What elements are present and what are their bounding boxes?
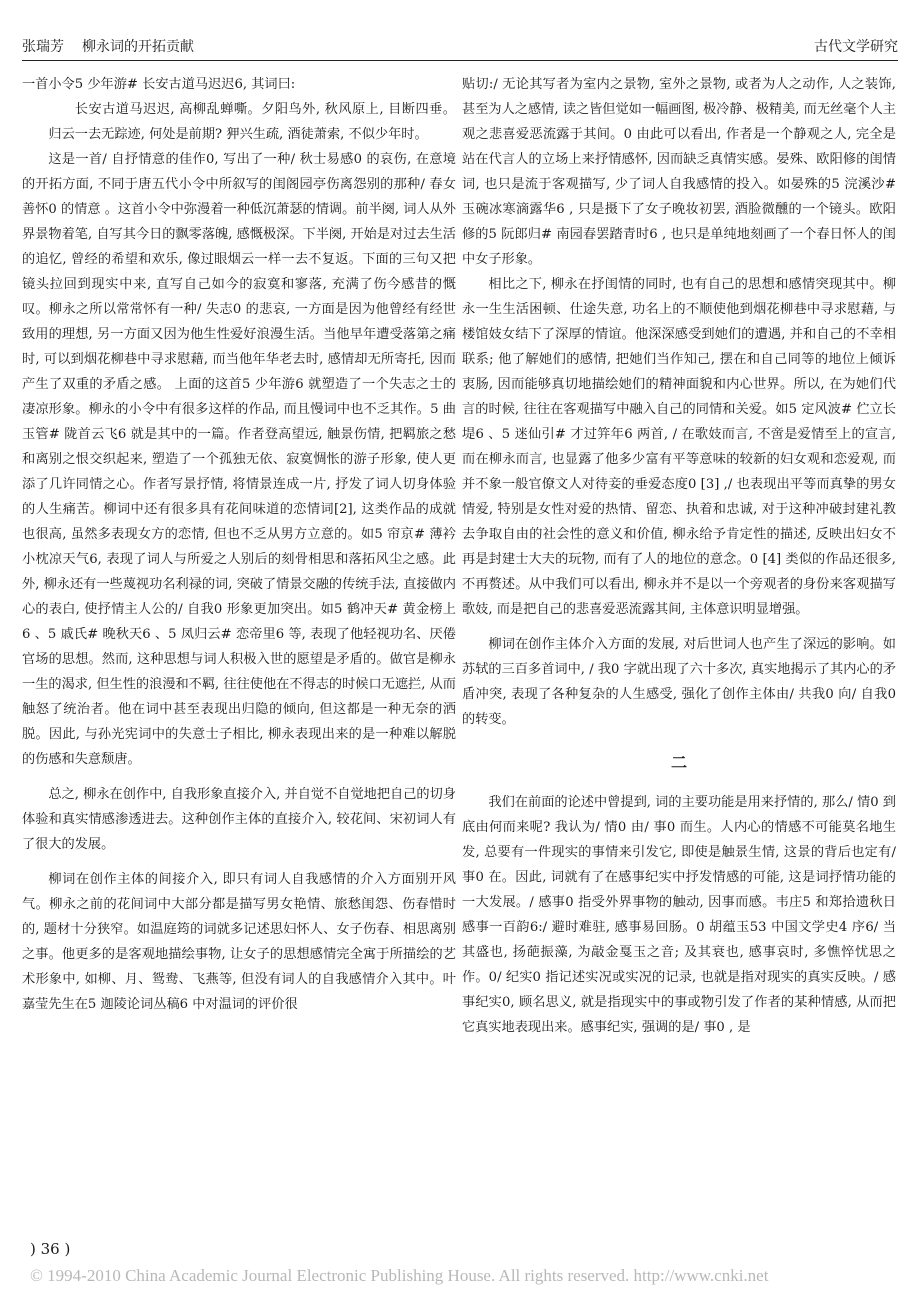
copyright-watermark: © 1994-2010 China Academic Journal Electronic Publishing House. All rights reserved. http://www.cnki.net: [30, 1266, 769, 1285]
quoted-poem: 长安古道马迟迟, 高柳乱蝉嘶。夕阳鸟外, 秋风原上, 目断四垂。 归云一去无踪迹, 何处是前期? 狎兴生疏, 酒徒萧索, 不似少年时。: [48, 102, 456, 142]
left-column: [22, 72, 456, 1017]
paragraph: 相比之下, 柳永在抒闺情的同时, 也有自己的思想和感情突现其中。柳永一生生活困顿、仕途失意, 功名上的不顺使他到烟花柳巷中寻求慰藉, 与楼馆妓女结下了深厚的情谊。他深深感受到她们的遭遇, 并和自己的不幸相联系; 他了解她们的感情, 把她们当作知己, 摆在和自己同等的地位上倾诉衷肠, 因而能够真切地描绘她们的精神面貌和内心世界。所以, 在为她们代言的时候, 往往在客观描写中融入自己的同情和关爱。如5 定风波# 伫立长堤6 、5 迷仙引# 才过笄年6 两首, / 在歌妓而言, 不啻是爱情至上的宣言, 而在柳永而言, 也显露了他多少富有平等意味的较新的妇女观和恋爱观, 而并不象一般官僚文人对待妾的垂爱态度0 [3] ,/ 也表现出平等而真挚的男女情爱, 特别是女性对爱的热情、留恋、执着和忠诚, 对于这种冲破封建礼教去争取自由的社会性的意义和价值, 柳永给予肯定性的描述, 反映出妇女不再是封建士大夫的玩物, 而有了人的地位的意念。0 [4] 类似的作品还很多, 不再赘述。从中我们可以看出, 柳永并不是以一个旁观者的身份来客观描写歌妓, 而是把自己的悲喜爱恶流露其间, 主体意识明显增强。: [462, 277, 896, 617]
header-left: [22, 36, 212, 56]
header-author: 张瑞芳: [22, 39, 64, 55]
paragraph: 总之, 柳永在创作中, 自我形象直接介入, 并自觉不自觉地把自己的切身体验和真实情感渗透进去。这种创作主体的直接介入, 较花间、宋初词人有了很大的发展。: [22, 787, 456, 852]
section-heading: 二: [670, 753, 687, 772]
header-article-title: 柳永词的开拓贡献: [82, 39, 194, 55]
header-journal: 古代文学研究: [814, 39, 898, 55]
page-number: ) 36 ): [30, 1240, 71, 1258]
paragraph: 这是一首/ 自抒情意的佳作0, 写出了一种/ 秋士易感0 的哀伤, 在意境的开拓方面, 不同于唐五代小令中所叙写的闺阁园亭伤离怨别的那种/ 春女善怀0 的情意 。这首小令中弥漫着一种低沉萧瑟的情调。前半阕, 词人从外界景物着笔, 自写其今日的飘零落魄, 感慨极深。下半阕, 开始是对过去生活的追忆, 曾经的希望和欢乐, 像过眼烟云一样一去不复返。下面的三句又把镜头拉回到现实中来, 直写自己如今的寂寞和寥落, 充满了伤今感昔的慨叹。柳永之所以常常怀有一种/ 失志0 的悲哀, 一方面是因为他曾经有经世致用的理想, 另一方面又因为他生性爱好浪漫生活。当他早年遭受落第之痛时, 可以到烟花柳巷中寻求慰藉, 而当他年华老去时, 感情却无所寄托, 因而产生了双重的矛盾之感。 上面的这首5 少年游6 就塑造了一个失志之士的凄凉形象。柳永的小令中有很多这样的作品, 而且慢词中也不乏其作。5 曲玉管# 陇首云飞6 就是其中的一篇。作者登高望远, 触景伤情, 把羁旅之愁和离别之恨交织起来, 塑造了一个孤独无依、寂寞惆怅的游子形象, 使人更添了几许同情之心。作者写景抒情, 将情景连成一片, 抒发了词人切身体验的人生痛苦。柳词中还有很多具有花间味道的恋情词[2], 这类作品的成就也很高, 虽然多表现女方的恋情, 但也不乏从男方立意的。如5 帘京# 薄衿小枕凉天气6, 表现了词人与所爱之人别后的刻骨相思和落拓风尘之感。此外, 柳永还有一些蔑视功名利禄的词, 突破了情景交融的传统手法, 直接做内心的表白, 使抒情主人公的/ 自我0 形象更加突出。如5 鹤冲天# 黄金榜上6 、5 戚氏# 晚秋天6 、5 凤归云# 恋帝里6 等, 表现了他轻视功名、厌倦官场的思想。然而, 这种思想与词人积极入世的愿望是矛盾的。做官是柳永一生的渴求, 但生性的浪漫和不羁, 往往使他在不得志的时候口无遮拦, 从而触怒了统治者。他在词中甚至表现出归隐的倾向, 但这都是一种无奈的洒脱。因此, 与孙光宪词中的失意士子相比, 柳永表现出来的是一种难以解脱的伤感和失意颓唐。: [22, 152, 456, 767]
paragraph: 柳词在创作主体介入方面的发展, 对后世词人也产生了深远的影响。如苏轼的三百多首词中, / 我0 字就出现了六十多次, 真实地揭示了其内心的矛盾冲突, 表现了各种复杂的人生感受, 强化了创作主体由/ 共我0 向/ 自我0 的转变。: [462, 637, 896, 727]
paragraph: 我们在前面的论述中曾提到, 词的主要功能是用来抒情的, 那么/ 情0 到底由何而来呢? 我认为/ 情0 由/ 事0 而生。人内心的情感不可能莫名地生发, 总要有一件现实的事情来引发它, 即使是触景生情, 这景的背后也定有/ 事0 在。因此, 词就有了在感事纪实中抒发情感的可能, 这是词抒情功能的一大发展。/ 感事0 指受外界事物的触动, 因事而感。韦庄5 和郑拾遗秋日感事一百韵6:/ 避时难驻, 感事易回肠。0 胡蕴玉53 中国文学史4 序6/ 当其盛也, 扬葩振藻, 为敲金戛玉之音; 及其衰也, 感事哀时, 多憔悴忧思之作。0/ 纪实0 指记述实况或实况的记录, 也就是指对现实的真实反映。/ 感事纪实0, 顾名思义, 就是指现实中的事或物引发了作者的某种情感, 从而把它真实地表现出来。感事纪实, 强调的是/ 事0 , 是: [462, 795, 896, 1035]
running-header: [22, 28, 898, 61]
paragraph: 贴切:/ 无论其写者为室内之景物, 室外之景物, 或者为人之动作, 人之装饰, 甚至为人之感情, 读之皆但觉如一幅画图, 极冷静、极精美, 而无丝毫个人主观之悲喜爱恶流露于其间。0 由此可以看出, 作者是一个静观之人, 完全是站在代言人的立场上来抒情感怀, 因而缺乏真情实感。晏殊、欧阳修的闺情词, 也只是流于客观描写, 少了词人自我感情的投入。如晏殊的5 浣溪沙# 玉碗冰寒滴露华6 , 只是摄下了女子晚妆初罢, 酒脸微醺的一个镜头。欧阳修的5 阮郎归# 南园春罢踏青时6 , 也只是单纯地刻画了一个春日怀人的闺中女子形象。: [462, 77, 896, 267]
paragraph: 一首小令5 少年游# 长安古道马迟迟6, 其词曰:: [22, 77, 296, 92]
right-column: [462, 72, 896, 1040]
paragraph: 柳词在创作主体的间接介入, 即只有词人自我感情的介入方面别开风气。柳永之前的花间词中大部分都是描写男女艳情、旅愁闺怨、伤春惜时的, 题材十分狭窄。如温庭筠的词就多记述思妇怀人、女子伤春、相思离别之事。他更多的是客观地描绘事物, 让女子的思想感情完全寓于所描绘的艺术形象中, 如柳、月、鸳鸯、飞燕等, 但没有词人的自我感情介入其中。叶嘉莹先生在5 迦陵论词丛稿6 中对温词的评价很: [22, 872, 456, 1012]
